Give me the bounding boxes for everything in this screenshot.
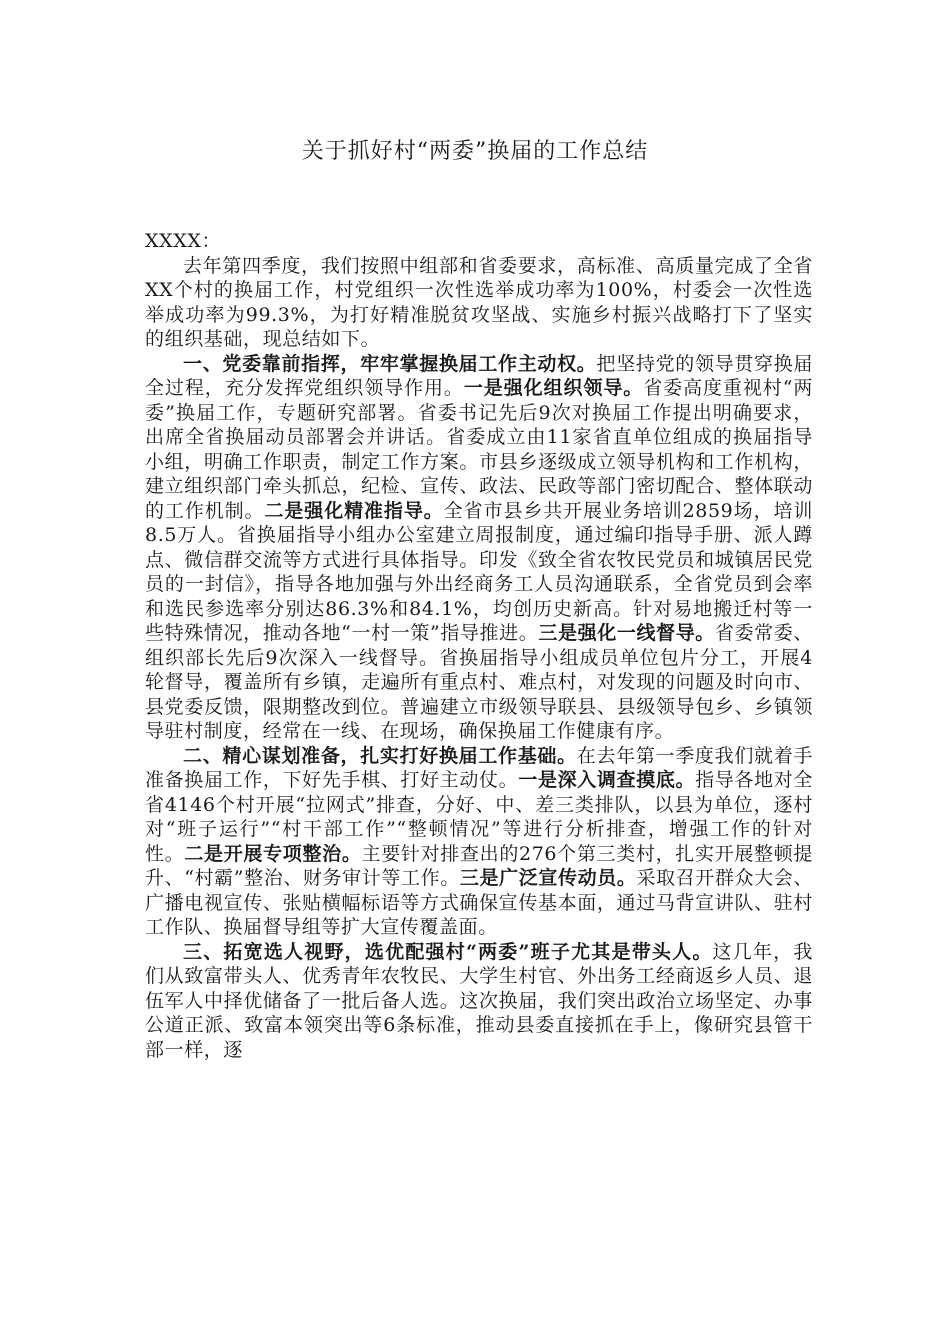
section-lead: 这几年，我们从致富带头人、优秀青年农牧民、大学生村官、外出务工经商返乡人员、退伍军人中择优储备了一批后备人选。这次换届，我们突出政治立场坚定、办事公道正派、致富本领突出等6条标准，推动县委直接抓在手上，像研究县管干部一样，逐 (145, 940, 813, 1061)
section-heading: 一、党委靠前指挥，牢牢掌握换届工作主动权。 (183, 352, 597, 375)
section-paragraph-3 (145, 940, 813, 1063)
point-text: 采取召开群众大会、广播电视宣传、张贴横幅标语等方式确保宣传基本面，通过马背宣讲队、驻村工作队、换届督导组等扩大宣传覆盖面。 (145, 867, 813, 938)
point-label: 三是强化一线督导。 (538, 622, 715, 644)
document-body (145, 229, 813, 1062)
point-text: 全省市县乡共开展业务培训2859场，培训8.5万人。省换届指导小组办公室建立周报制度，通过编印指导手册、派人蹲点、微信群交流等方式进行具体指导。印发《致全省农牧民党员和城镇居民党员的一封信》，指导各地加强与外出经商务工人员沟通联系，全省党员到会率和选民参选率分别达86.3%和84.1%，均创历史新高。针对易地搬迁村等一些特殊情况，推动各地“一村一策”指导推进。 (145, 499, 813, 644)
point-text: 省委常委、组织部长先后9次深入一线督导。省换届指导小组成员单位包片分工，开展4轮督导，覆盖所有乡镇，走遍所有重点村、难点村，对发现的问题及时向市、县党委反馈，限期整改到位。普遍建立市级领导联县、县级领导包乡、乡镇领导驻村制度，经常在一线、在现场，确保换届工作健康有序。 (145, 622, 813, 742)
point-label: 一是强化组织领导。 (463, 377, 644, 399)
document-title: 关于抓好村“两委”换届的工作总结 (301, 139, 649, 164)
section-lead: 把坚持党的领导贯穿换届全过程，充分发挥党组织领导作用。 (145, 352, 813, 399)
point-label: 一是深入调查摸底。 (518, 769, 696, 791)
section-paragraph-2 (145, 744, 813, 940)
point-label: 三是广泛宣传动员。 (459, 867, 637, 889)
section-lead: 在去年第一季度我们就着手准备换届工作，下好先手棋、打好主动仗。 (145, 744, 813, 791)
point-label: 二是强化精准指导。 (264, 499, 444, 522)
point-text: 指导各地对全省4146个村开展“拉网式”排查，分好、中、差三类排队，以县为单位，逐村对“班子运行”“村干部工作”“整顿情况”等进行分析排查，增强工作的针对性。 (145, 769, 813, 865)
point-text: 省委高度重视村“两委”换届工作，专题研究部署。省委书记先后9次对换届工作提出明确要求，出席全省换届动员部署会并讲话。省委成立由11家省直单位组成的换届指导小组，明确工作职责，制定工作方案。市县乡逐级成立领导机构和工作机构，建立组织部门牵头抓总，纪检、宣传、政法、民政等部门密切配合、整体联动的工作机制。 (145, 377, 813, 522)
point-label: 二是开展专项整治。 (184, 842, 362, 865)
intro-paragraph: 去年第四季度，我们按照中组部和省委要求，高标准、高质量完成了全省XX个村的换届工作，村党组织一次性选举成功率为100%，村委会一次性选举成功率为99.3%，为打好精准脱贫攻坚战、实施乡村振兴战略打下了坚实的组织基础，现总结如下。 (145, 254, 813, 350)
section-heading: 二、精心谋划准备，扎实打好换届工作基础。 (183, 744, 577, 767)
point-text: 主要针对排查出的276个第三类村，扎实开展整顿提升、“村霸”整治、财务审计等工作。 (145, 842, 813, 889)
section-heading: 三、拓宽选人视野，选优配强村“两委”班子尤其是带头人。 (183, 940, 713, 963)
section-paragraph-1 (145, 352, 813, 744)
salutation: XXXX： (145, 230, 222, 252)
